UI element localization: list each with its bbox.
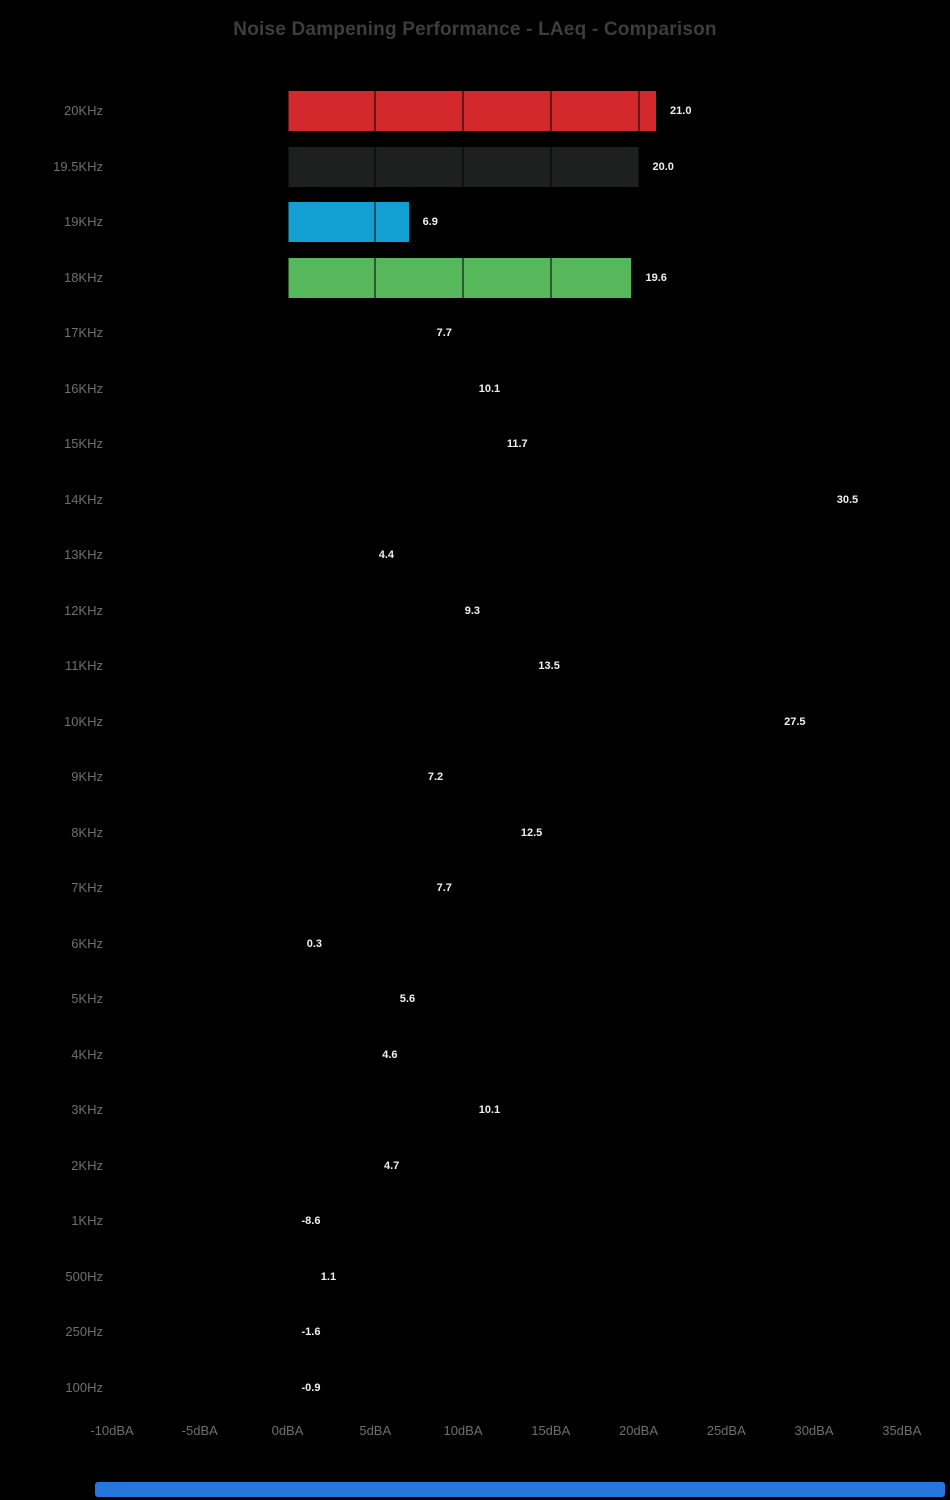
bar[interactable] (288, 480, 823, 520)
bar[interactable] (288, 202, 409, 242)
bar[interactable] (288, 979, 386, 1019)
category-label: 4KHz (71, 1046, 103, 1062)
bar[interactable] (288, 813, 507, 853)
value-label: 9.3 (464, 604, 480, 617)
x-axis-tick-label: 10dBA (443, 1423, 483, 1438)
value-label: 7.2 (427, 771, 444, 783)
bar[interactable] (288, 1146, 370, 1186)
value-label: 21.0 (670, 105, 692, 117)
x-axis-tick-label: 20dBA (618, 1423, 659, 1438)
value-label: 30.5 (836, 493, 859, 506)
category-label: 11KHz (64, 658, 103, 673)
x-gridline (638, 84, 640, 1412)
x-axis-tick-label: -5dBA (181, 1423, 218, 1438)
category-label: 19KHz (63, 214, 103, 229)
bar[interactable] (288, 535, 365, 575)
bar[interactable] (288, 1257, 307, 1297)
x-gridline (550, 84, 552, 1412)
bar[interactable] (288, 868, 423, 908)
value-label: 4.7 (383, 1159, 400, 1172)
value-label: -8.6 (301, 1215, 321, 1227)
category-label: 250Hz (65, 1324, 103, 1339)
x-gridline (813, 84, 815, 1412)
chart-title: Noise Dampening Performance - LAeq - Comparison (233, 19, 717, 40)
category-label: 500Hz (65, 1268, 103, 1284)
value-label: -0.9 (301, 1381, 321, 1394)
bar[interactable] (259, 1312, 287, 1352)
category-label: 18KHz (63, 269, 103, 285)
value-label: 7.7 (436, 327, 452, 339)
bar[interactable] (288, 258, 632, 298)
value-label: 10.1 (478, 382, 501, 395)
bar[interactable] (288, 591, 451, 631)
bar[interactable] (288, 313, 423, 353)
bar[interactable] (288, 702, 771, 742)
x-gridline (374, 84, 376, 1412)
category-label: 19.5KHz (53, 158, 103, 174)
bar[interactable] (288, 91, 657, 131)
bar[interactable] (137, 1201, 288, 1241)
category-label: 6KHz (71, 935, 103, 951)
x-gridline (725, 84, 727, 1412)
x-gridline (111, 84, 113, 1412)
category-label: 14KHz (63, 491, 103, 507)
category-label: 3KHz (71, 1102, 103, 1117)
category-label: 1KHz (71, 1213, 103, 1228)
category-label: 7KHz (71, 880, 103, 895)
x-gridline (199, 84, 201, 1412)
x-axis-tick-label: 15dBA (531, 1423, 571, 1438)
category-label: 10KHz (63, 713, 103, 729)
value-label: 11.7 (506, 438, 528, 450)
category-label: 9KHz (71, 769, 103, 784)
category-label: 15KHz (63, 436, 103, 451)
bar[interactable] (288, 757, 414, 797)
value-label: 27.5 (784, 715, 806, 728)
value-label: -1.6 (301, 1326, 321, 1338)
value-label: 4.4 (378, 549, 395, 561)
x-axis-tick-label: -10dBA (90, 1423, 134, 1438)
category-label: 8KHz (71, 824, 103, 840)
category-label: 20KHz (63, 103, 103, 118)
bar[interactable] (272, 1368, 288, 1408)
x-gridline (901, 84, 903, 1412)
category-label: 17KHz (63, 325, 103, 340)
x-axis-tick-label: 35dBA (882, 1423, 922, 1438)
x-axis-tick-label: 30dBA (794, 1423, 834, 1438)
value-label: 6.9 (422, 216, 438, 228)
value-label: 20.0 (652, 160, 674, 173)
value-label: 1.1 (320, 1270, 337, 1283)
value-label: 10.1 (478, 1104, 501, 1116)
category-label: 5KHz (71, 991, 103, 1006)
x-axis-tick-label: 25dBA (706, 1423, 746, 1438)
category-label: 16KHz (63, 380, 103, 396)
x-gridline (287, 84, 289, 1412)
category-label: 2KHz (71, 1157, 103, 1173)
bar[interactable] (288, 1035, 369, 1075)
x-axis-tick-label: 0dBA (271, 1423, 304, 1438)
category-label: 12KHz (63, 602, 103, 618)
category-label: 100Hz (65, 1379, 103, 1395)
category-label: 13KHz (63, 547, 103, 562)
value-label: 5.6 (399, 993, 416, 1005)
data-zoom-slider[interactable] (95, 1482, 945, 1497)
x-axis-tick-label: 5dBA (359, 1423, 392, 1438)
value-label: 12.5 (520, 826, 543, 839)
x-gridline (462, 84, 464, 1412)
value-label: 13.5 (538, 660, 560, 672)
value-label: 7.7 (436, 882, 452, 894)
value-label: 4.6 (382, 1048, 398, 1061)
bar[interactable] (288, 646, 525, 686)
value-label: 0.3 (306, 937, 323, 950)
value-label: 19.6 (645, 271, 667, 284)
